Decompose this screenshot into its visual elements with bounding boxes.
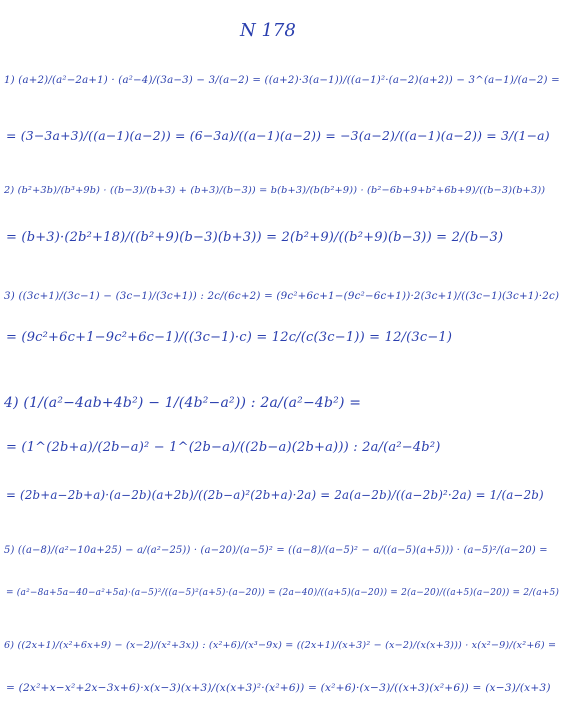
problem-5-line-2: = (a²−8a+5a−40−a²+5a)·(a−5)²/((a−5)²(a+5)·(a−20)) = (2a−40)/((a+5)(a−20)) = 2(a−20)/((a+5)(a−20)) = 2/(a+5): [6, 588, 560, 598]
problem-1-line-1: 1) (a+2)/(a²−2a+1) · (a²−4)/(3a−3) − 3/(a−2) = ((a+2)·3(a−1))/((a−1)²·(a−2)(a+2)) − 3^(a−1)/(a−2) =: [4, 75, 560, 86]
problem-4-line-3: = (2b+a−2b+a)·(a−2b)(a+2b)/((2b−a)²(2b+a)·2a) = 2a(a−2b)/((a−2b)²·2a) = 1/(a−2b): [6, 488, 544, 502]
problem-2-line-2: = (b+3)·(2b²+18)/((b²+9)(b−3)(b+3)) = 2(b²+9)/((b²+9)(b−3)) = 2/(b−3): [6, 230, 504, 245]
problem-2-line-1: 2) (b²+3b)/(b³+9b) · ((b−3)/(b+3) + (b+3)/(b−3)) = b(b+3)/(b(b²+9)) · (b²−6b+9+b²+6b+9)/((b−3)(b+3)): [4, 185, 546, 196]
problem-4-line-2: = (1^(2b+a)/(2b−a)² − 1^(2b−a)/((2b−a)(2b+a))) : 2a/(a²−4b²): [6, 440, 441, 455]
problem-3-line-1: 3) ((3c+1)/(3c−1) − (3c−1)/(3c+1)) : 2c/(6c+2) = (9c²+6c+1−(9c²−6c+1))·2(3c+1)/((3c−1)(3c+1)·2c): [4, 290, 560, 302]
problem-3-line-2: = (9c²+6c+1−9c²+6c−1)/((3c−1)·c) = 12c/(c(3c−1)) = 12/(3c−1): [6, 330, 453, 345]
problem-5-line-1: 5) ((a−8)/(a²−10a+25) − a/(a²−25)) · (a−20)/(a−5)² = ((a−8)/(a−5)² − a/((a−5)(a+5))) · (a−5)²/(a−20) =: [4, 545, 548, 556]
problem-1-line-2: = (3−3a+3)/((a−1)(a−2)) = (6−3a)/((a−1)(a−2)) = −3(a−2)/((a−1)(a−2)) = 3/(1−a): [6, 128, 550, 143]
problem-6-line-1: 6) ((2x+1)/(x²+6x+9) − (x−2)/(x²+3x)) : (x²+6)/(x³−9x) = ((2x+1)/(x+3)² − (x−2)/(x(x+3))) · x(x²−9)/(x²+6) =: [4, 640, 557, 651]
page-title: N 178: [240, 20, 296, 41]
problem-4-line-1: 4) (1/(a²−4ab+4b²) − 1/(4b²−a²)) : 2a/(a²−4b²) =: [4, 395, 362, 411]
problem-6-line-2: = (2x²+x−x²+2x−3x+6)·x(x−3)(x+3)/(x(x+3)²·(x²+6)) = (x²+6)·(x−3)/((x+3)(x²+6)) = (x−3)/(x+3): [6, 682, 551, 694]
